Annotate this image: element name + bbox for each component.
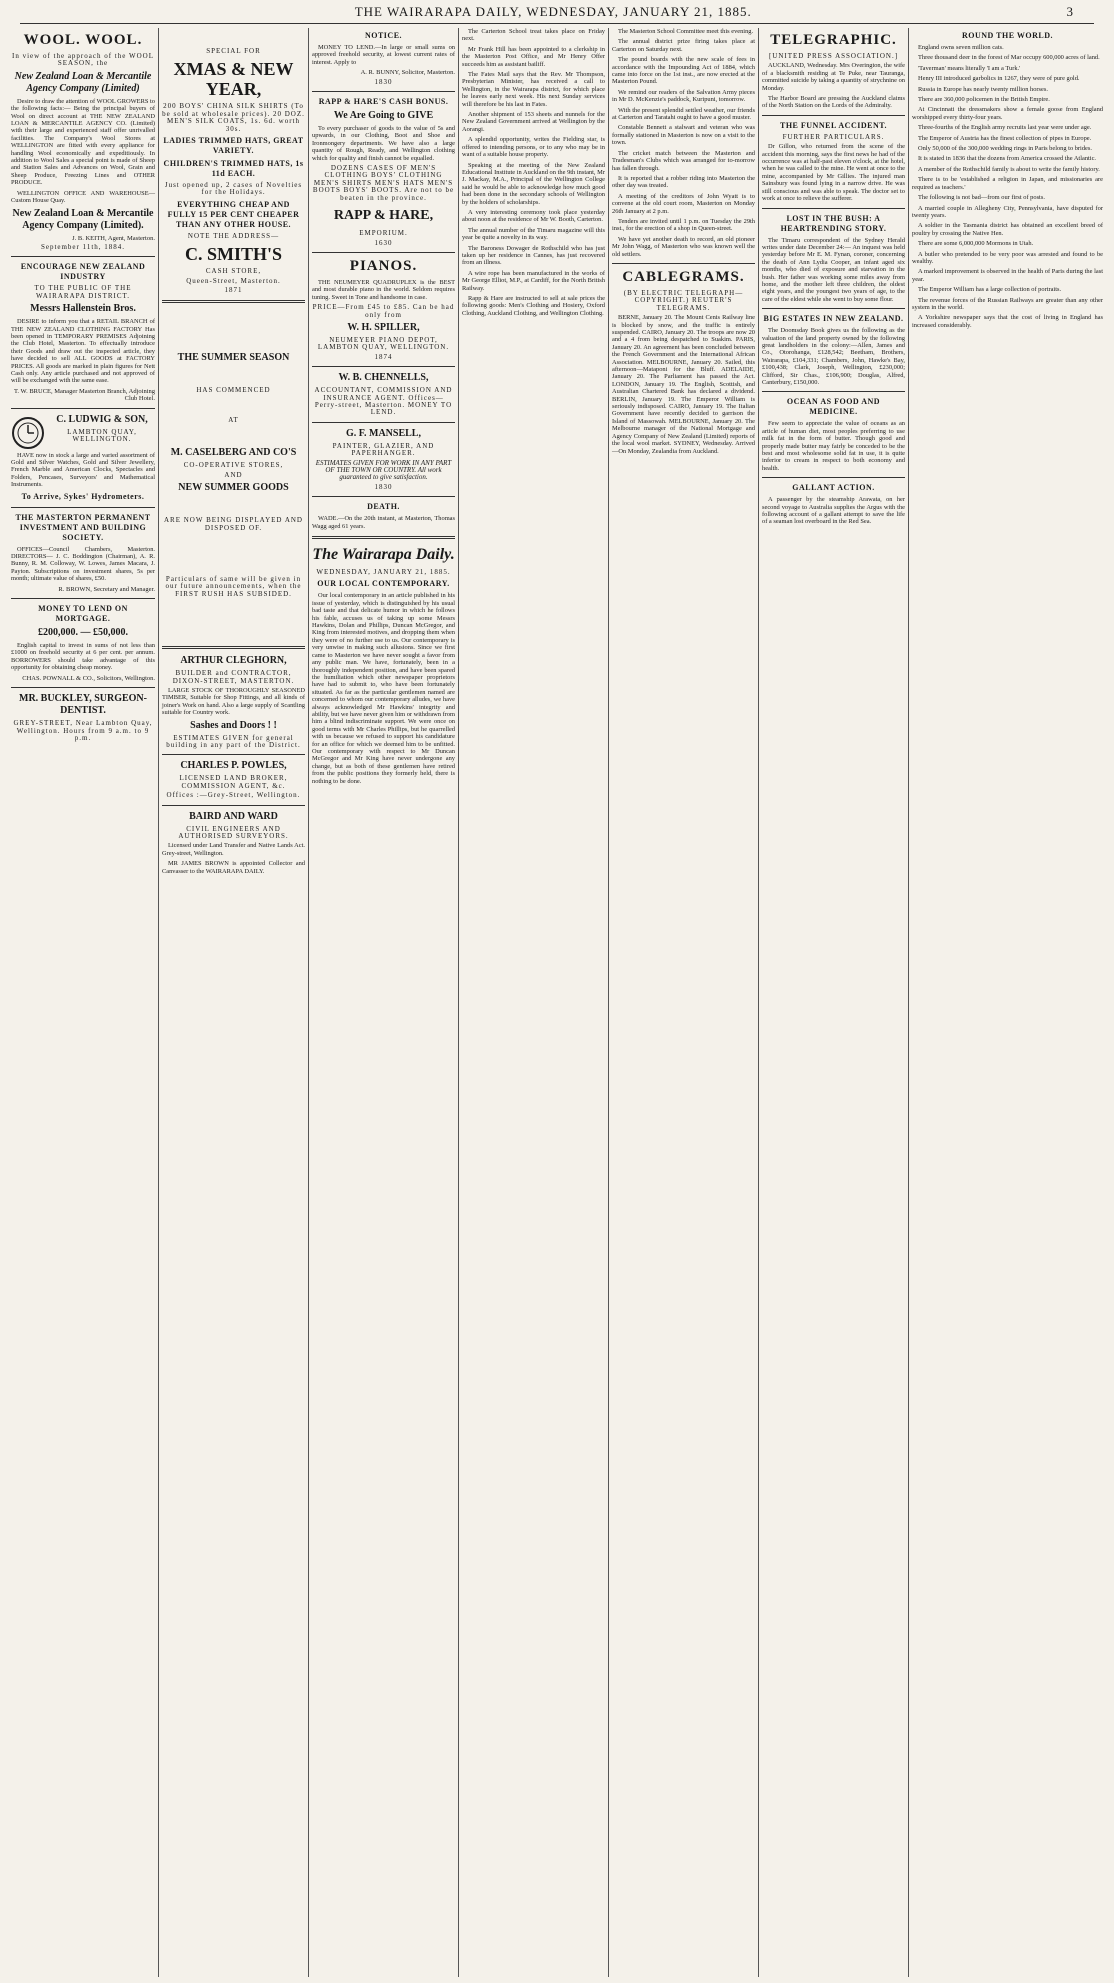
local-news-3: The Fates Mail says that the Rev. Mr Thompson, Presbyterian Minister, has received a call to Wellington, in the Wairarapa district, for which place he leaves early next week. His next Sunday services will therefore be his last in Fates. xyxy=(462,71,605,108)
local-news-22: We have yet another death to record, an old pioneer Mr John Wagg, of Masterton who was known well the old settlers. xyxy=(612,235,755,258)
round-world-17: There are some 6,000,000 Mormons in Utah. xyxy=(918,240,1034,248)
local-news-9: The Baroness Dowager de Rothschild who has just taken up her residence in Cannes, has just recovered from an illness. xyxy=(462,244,605,267)
ad-baird-title: BAIRD AND WARD xyxy=(189,810,278,822)
ad-mansell-title: G. F. MANSELL, xyxy=(346,427,421,439)
round-world-16: A soldier in the Tasmania district has obtained an excellent breed of poultry by crossing the Native Hen. xyxy=(912,222,1103,237)
local-news-5: A splendid opportunity, writes the Fielding star, is offered to intending persons, or to any who may be in want of a suitable house property. xyxy=(462,136,605,159)
ad-mansell-sub: PAINTER, GLAZIER, AND PAPERHANGER. xyxy=(332,441,435,458)
round-world-22: A Yorkshire newspaper says that the cost of living in England has increased considerably. xyxy=(912,314,1103,329)
round-world-10: Only 50,000 of the 300,000 wedding rings in Paris belong to brides. xyxy=(918,145,1092,153)
ad-pianos-name: W. H. SPILLER, xyxy=(347,321,420,333)
divider xyxy=(312,536,455,539)
local-news-21: Tenders are invited until 1 p.m. on Tuesday the 29th inst., for the erection of a shop in Queen-street. xyxy=(612,217,755,233)
ad-xmas-pre: SPECIAL FOR xyxy=(206,47,261,55)
telegraphic-title: TELEGRAPHIC. xyxy=(770,32,897,48)
gallant-title: GALLANT ACTION. xyxy=(792,483,875,493)
round-world-2: Three thousand deer in the forest of Mar occupy 600,000 acres of land. xyxy=(918,54,1100,62)
ad-cleghorn-estimates: ESTIMATES GIVEN for general building in any part of the District. xyxy=(166,733,301,749)
ad-building-society-title: THE MASTERTON PERMANENT INVESTMENT AND BUILDING SOCIETY. xyxy=(15,512,151,542)
divider xyxy=(762,308,905,309)
lost-body: The Timaru correspondent of the Sydney Herald writes under date December 24:— An inquest was held yesterday before Mr E. M. Fynan, coroner, concerning the death of Ann Lydia Cooper, an infant aged six months, who died of exposure and starvation in the bush. Her father was working some miles away from home, and the mother left three children, the oldest eight years, and the youngest two years of age, to the care of the eldest while she went to buy some flour. xyxy=(762,236,905,303)
ad-summer-at: AT xyxy=(228,415,239,424)
watch-icon xyxy=(11,416,45,450)
ad-pianos-title: PIANOS. xyxy=(349,257,418,274)
death-body: WADE.—On the 20th instant, at Masterton, Thomas Wagg aged 61 years. xyxy=(312,515,455,530)
round-world-15: A married couple in Allegheny City, Pennsylvania, have disputed for twenty years. xyxy=(912,204,1103,219)
round-world-21: The revenue forces of the Russian Railways are greater than any other system in the world. xyxy=(912,296,1103,311)
ad-rapp-cases: DOZENS CASES OF MEN'S CLOTHING BOYS' CLOTHING MEN'S SHIRTS MEN'S HATS MEN'S BOOTS BOYS' BOOTS. Are not to be beaten in the province. xyxy=(312,164,455,202)
divider xyxy=(11,687,155,688)
local-news-19: It is reported that a robber riding into Masterton the other day was treated. xyxy=(612,174,755,190)
divider xyxy=(162,300,305,303)
ad-xmas-address: NOTE THE ADDRESS— xyxy=(187,231,280,240)
divider xyxy=(11,507,155,508)
ad-building-society-body: OFFICES—Council Chambers, Masterton. DIRECTORS— J. C. Boddington (Chairman), A. R. Bunny, R. M. Colloway, W. Lowes, James Macara, J. Payton. Subscriptions on investment shares, 5s per month; ultimate value of shares, £50. xyxy=(11,545,155,583)
local-news-7: A very interesting ceremony took place yesterday about noon at the residence of Mr W. Booth, Carterton. xyxy=(462,208,605,224)
column-3 xyxy=(308,28,458,1977)
ad-ludwig-title: C. LUDWIG & SON, xyxy=(56,413,148,425)
ad-chennells-sub: ACCOUNTANT, COMMISSION AND INSURANCE AGENT. Offices—Perry-street, Masterton. MONEY TO LEND. xyxy=(314,386,453,417)
divider xyxy=(312,366,455,367)
ad-xmas-shop: CASH STORE, xyxy=(205,267,262,276)
cablegrams-title: CABLEGRAMS. xyxy=(622,268,745,285)
round-world-4: Henry III introduced garbolics in 1267, they were of pure gold. xyxy=(918,75,1080,83)
ad-industry-title: ENCOURAGE NEW ZEALAND INDUSTRY xyxy=(20,262,146,282)
cablegrams-sub: (BY ELECTRIC TELEGRAPH—COPYRIGHT.) REUTER'S TELEGRAMS. xyxy=(623,288,744,312)
ad-pianos-price: PRICE—From £45 to £85. Can be had only from xyxy=(312,303,455,319)
page-number: 3 xyxy=(1066,4,1074,19)
masthead xyxy=(40,4,1074,20)
ad-xmas-ladies: LADIES TRIMMED HATS, GREAT VARIETY. xyxy=(163,136,304,156)
ad-powles-office: Offices :—Grey-Street, Wellington. xyxy=(166,791,301,800)
ad-xmas-cheap: EVERYTHING CHEAP AND FULLY 15 PER CENT CHEAPER THAN ANY OTHER HOUSE. xyxy=(167,199,300,229)
telegraphic-1: AUCKLAND, Wednesday. Mrs Overington, the wife of a blacksmith residing at Te Puke, near Tauranga, committed suicide by taking a quantity of strychnine on Monday. xyxy=(762,62,905,92)
divider xyxy=(11,598,155,599)
cablegrams-body: BERNE, January 20. The Mount Cenis Railway line is blocked by snow, and the traffic is entirely suspended. CAIRO, January 20. The troops are now 20 and a 4 from being despatched to Suakim. PARIS, January 20. An agreement has been concluded between the French Government and the International African Association. MELBOURNE, January 20. Sailed, this afternoon—Mataponi for the Bluff. ADELAIDE, January 20. The Parliament has passed the Act. LONDON, January 19. The English, Scottish, and Australian Chartered Bank has declared a dividend. BERLIN, January 19. The Emperor William is seriously indisposed. CAIRO, January 19. The Italian Government have recently decided to garrison the Island of Massowah. MELBOURNE, January 20. The Melbourne manager of the National Mortgage and Agency Company of New Zealand (Limited) reports of the local wool market. SYDNEY, Wednesday. Arrived—On Monday, Zealandia from Auckland. xyxy=(612,314,755,455)
divider xyxy=(312,91,455,92)
column-2 xyxy=(158,28,308,1977)
ad-cleghorn-sub: BUILDER and CONTRACTOR, DIXON-STREET, MASTERTON. xyxy=(172,669,295,685)
ad-rapp-firm: RAPP & HARE, xyxy=(333,208,434,224)
ad-baird-foot: MR JAMES BROWN is appointed Collector and Canvasser to the WAIRARAPA DAILY. xyxy=(162,860,305,875)
local-news-18: The cricket match between the Masterton and Tradesman's Clubs which was arranged for to-morrow has fallen through. xyxy=(612,149,755,172)
ad-industry-to: TO THE PUBLIC OF THE WAIRARAPA DISTRICT. xyxy=(34,284,132,300)
round-world-7: At Cincinnati the dressmakers show a female goose from England worshipped every thirty-four years. xyxy=(912,106,1103,121)
round-world-6: There are 360,000 policemen in the British Empire. xyxy=(918,96,1050,104)
round-world-3: 'Taverman' means literally 'I am a Turk.' xyxy=(918,64,1021,72)
estates-body: The Doomsday Book gives us the following as the valuation of the land property owned by the following great landholders in the colony:—Allen, James and Co., Otorohanga, £128,542; Beetham, Brothers, Wairarapa, £104,331; Chambers, John, Hawke's Bay, £100,438; Clark, Joseph, Wellington, £230,000; Clifford, Sir Chas., £106,900; Douglas, Alfred, Canterbury, £150,000. xyxy=(762,327,905,386)
lost-title: LOST IN THE BUSH: A HEARTRENDING STORY. xyxy=(780,213,887,233)
ad-wool-offices: WELLINGTON OFFICE AND WAREHOUSE—Custom House Quay. xyxy=(11,189,155,205)
local-news-17: Constable Bennett a stalwart and veteran who was formally stationed in Masterton is now on a visit to the town. xyxy=(612,124,755,147)
column-5 xyxy=(608,28,758,1977)
ad-wool-title: WOOL. WOOL. xyxy=(23,32,143,48)
ad-summer-and: AND xyxy=(224,470,243,479)
ad-wool-name: New Zealand Loan & Mercantile Agency Company (Limited). xyxy=(12,207,154,231)
divider xyxy=(312,422,455,423)
ad-summer-display: ARE NOW BEING DISPLAYED AND DISPOSED OF. xyxy=(163,516,303,532)
ad-xmas-street: Queen-Street, Masterton. xyxy=(186,276,281,285)
divider xyxy=(162,805,305,806)
ad-xmas-note: Just opened up, 2 cases of Novelties for the Holidays. xyxy=(164,181,303,197)
telegraphic-2: The Harbor Board are pressing the Auckland claims of the North Station on the Lords of the Admiralty. xyxy=(762,95,905,110)
death-title: DEATH. xyxy=(367,502,400,512)
local-news-8: The annual number of the Timaru magazine will this year be quite a novelty in its way. xyxy=(462,226,605,242)
ad-cleghorn-body: LARGE STOCK OF THOROUGHLY SEASONED TIMBER, Suitable for Shop Fittings, and all kinds of joiner's Work on hand. Also a large supply of Scantling suitable for Country work. xyxy=(162,686,305,717)
ad-xmas-items: 200 BOYS' CHINA SILK SHIRTS (To be sold at wholesale prices). 20 DOZ. MEN'S SILK COATS, 1s. 6d. worth 30s. xyxy=(162,102,305,133)
paper-date: WEDNESDAY, JANUARY 21, 1885. xyxy=(316,568,451,577)
ad-rapp-give: We Are Going to GIVE xyxy=(333,110,434,122)
ad-rapp-year: 1630 xyxy=(374,238,393,247)
ad-wool-text: In view of the approach of the WOOL SEASON, the xyxy=(12,52,154,68)
ad-xmas-name: C. SMITH'S xyxy=(184,244,283,265)
round-world-20: The Emperor William has a large collection of portraits. xyxy=(918,286,1062,294)
ad-wool-body: Desire to draw the attention of WOOL GROWERS to the following facts:— Being the principal buyers of Wool on direct account at THE NEW ZEALAND LOAN & MERCANTILE AGENCY CO. (Limited) with their large and experienced staff offer unrivalled facilities. The Company's Wool Stores at WELLINGTON are fitted with every appliance for handling Wool economically and expeditiously. In addition to Wool Sales a special point is made of Sheep and Station Sales and Advances on Wool, Grain and Sheep Produce, Freezing Lines and OTHER PRODUCE. xyxy=(11,97,155,187)
ad-mortgage-body: English capital to invest in sums of not less than £1000 on freehold security at 6 per cent. per annum. BORROWERS should take advantage of this opportunity for obtaining cheap money. xyxy=(11,642,155,672)
ad-rapp-body: To every purchaser of goods to the value of 5s and upwards, in our Clothing, Boot and Shoe and Ironmongery departments. We have also a large quantity of Rough, Ready, and Wellington clothing which for quality and finish cannot be equalled. xyxy=(312,125,455,162)
local-news-12: The Masterton School Committee meet this evening. xyxy=(618,28,754,35)
round-world-1: England owns seven million cats. xyxy=(918,44,1004,51)
ad-baird-sub: CIVIL ENGINEERS AND AUTHORISED SURVEYORS. xyxy=(178,824,289,840)
round-world-13: There is to be 'established a religion in Japan, and missionaries are required as teachers.' xyxy=(912,176,1103,191)
ad-xmas-title: XMAS & NEW YEAR, xyxy=(173,59,294,100)
ad-mansell-year: 1830 xyxy=(374,482,393,491)
ad-dentist-body: GREY-STREET, Near Lambton Quay, Wellington. Hours from 9 a.m. to 9 p.m. xyxy=(13,719,153,742)
ad-mortgage-signature: CHAS. POWNALL & CO., Solicitors, Wellington. xyxy=(22,674,155,682)
column-4 xyxy=(458,28,608,1977)
ad-summer-title: THE SUMMER SEASON xyxy=(177,352,290,364)
ocean-body: Few seem to appreciate the value of oceans as an article of human diet, most peoples preferring to use milk fat in the form of butter. Though good and properly made butter may fairly be conceded to be the best and most wholesome solid fat in use, it is quite inferior to cream in respect to both economy and health. xyxy=(762,420,905,472)
round-world-title: ROUND THE WORLD. xyxy=(961,31,1054,40)
ad-xmas-year: 1871 xyxy=(224,286,243,295)
ad-industry-body: DESIRE to inform you that a RETAIL BRANCH of THE NEW ZEALAND CLOTHING FACTORY Has been opened in TEMPORARY PREMISES Adjoining the Club Hotel, Masterton. To effectually introduce their Goods and draw out the inspected article, they have decided to sell ALL GOODS at FACTORY PRICES. All goods are marked in plain figures for Nett Cash only. Any article purchased and not approved of will be exchanged with the same ease. xyxy=(11,318,155,385)
ad-industry-firm: Messrs Hallenstein Bros. xyxy=(30,303,136,315)
ad-ludwig-body: HAVE now in stock a large and varied assortment of Gold and Silver Watches, Gold and Silver Jewellery, French Marble and American Clocks, Spectacles and Folders, Pencases, Surveyors' and Mathematical Instruments. xyxy=(11,451,155,489)
gallant-body: A passenger by the steamship Arawata, on her second voyage to Australia supplies the Argus with the following account of a gallant attempt to save the life of a seaman lost overboard in the Red Sea. xyxy=(762,496,905,526)
divider xyxy=(11,256,155,257)
local-news-13: The annual district prize firing takes place at Carterton on Saturday next. xyxy=(612,38,755,53)
local-news-6: Speaking at the meeting of the New Zealand Educational Institute in Auckland on the 9th instant, Mr J. Mackay, M.A., Principal of the Wellington College said he would be able to acknowledge how much good had been done in the secondary schools of Wellington by the holders of scholarships. xyxy=(462,161,605,206)
ad-baird-body: Licensed under Land Transfer and Native Lands Act. Grey-street, Wellington. xyxy=(162,842,305,857)
ad-pianos-body: THE NEUMEYER QUADRUPLEX is the BEST and most durable piano in the world. Seldom requires tuning. Sweet in Tone and handsome in case. xyxy=(312,278,455,301)
masthead-title: THE WAIRARAPA DAILY, WEDNESDAY, JANUARY 21, 1885. xyxy=(354,4,752,19)
funnel-body: Dr Gillon, who returned from the scene of the accident this morning, says the first news he had of the occurrence was at half-past eleven o'clock, at the hotel, when he was called to the mine. He went at once to the mine, accompanied by Mr Gillies. The injured man Sainsbury was found lying in a narrow drive. He was still conscious and was able to speak. The doctor set to work at once to relieve the sufferer. xyxy=(762,143,905,203)
round-world-8: Three-fourths of the English army recruits last year were under age. xyxy=(918,124,1092,132)
column-1 xyxy=(8,28,158,1977)
ad-rapp-title: RAPP & HARE'S CASH BONUS. xyxy=(318,97,449,107)
ad-industry-signature: T. W. BRUCE, Manager Masterton Branch, Adjoining Club Hotel. xyxy=(13,387,155,403)
notice-signature: A. R. BUNNY, Solicitor, Masterton. xyxy=(360,69,455,77)
round-world-18: A butler who pretended to be very poor was arrested and found to be wealthy. xyxy=(912,250,1103,265)
ad-summer-store: CO-OPERATIVE STORES, xyxy=(183,461,284,470)
ad-cleghorn-sashes: Sashes and Doors ! ! xyxy=(190,719,277,731)
divider xyxy=(312,496,455,497)
divider xyxy=(162,646,305,649)
column-7 xyxy=(908,28,1106,1977)
local-news-16: With the present splendid settled weather, our friends at Carterton and Taratahi ought to have a good muster. xyxy=(612,106,755,122)
estates-title: BIG ESTATES IN NEW ZEALAND. xyxy=(763,314,904,324)
local-news-11: Rapp & Hare are instructed to sell at sale prices the following goods: Men's Clothing and Hosiery, Oxford Clothing, Auckland Clothing, and Wellington Clothing. xyxy=(462,295,605,317)
ad-wool-company: New Zealand Loan & Mercantile Agency Company (Limited) xyxy=(14,70,152,94)
round-world-9: The Emperor of Austria has the finest collection of pipes in Europe. xyxy=(918,134,1092,142)
ad-building-society-signature: R. BROWN, Secretary and Manager. xyxy=(58,585,155,593)
divider xyxy=(762,391,905,392)
ocean-title: OCEAN AS FOOD AND MEDICINE. xyxy=(786,397,881,417)
ad-ludwig-extra: To Arrive, Sykes' Hydrometers. xyxy=(21,491,145,501)
ad-dentist-title: MR. BUCKLEY, SURGEON-DENTIST. xyxy=(19,693,147,717)
round-world-19: A marked improvement is observed in the health of Paris during the last year. xyxy=(912,268,1103,283)
notice-body: MONEY TO LEND.—In large or small sums on approved freehold security, at lowest current rates of interest. Apply to xyxy=(312,44,455,66)
ad-pianos-year: 1874 xyxy=(374,352,393,361)
round-world-5: Russia in Europe has nearly twenty million horses. xyxy=(918,85,1048,93)
ad-summer-sub: HAS COMMENCED xyxy=(196,386,271,395)
ad-pianos-sub: NEUMEYER PIANO DEPOT, LAMBTON QUAY, WELLINGTON. xyxy=(317,335,450,352)
telegraphic-sub: [UNITED PRESS ASSOCIATION.] xyxy=(768,52,899,60)
ad-mortgage-title: MONEY TO LEND ON MORTGAGE. xyxy=(38,604,128,624)
divider xyxy=(11,408,155,409)
ad-wool-signature: J. B. KEITH, Agent, Masterton. xyxy=(72,234,155,242)
local-news-2: Mr Frank Hill has been appointed to a clerkship in the Masterton Post Office, and Mr Henry Offer succeeds him as assistant bailiff. xyxy=(462,45,605,68)
ad-summer-particulars: Particulars of same will be given in our future announcements, when the FIRST RUSH HAS SUBSIDED. xyxy=(165,574,302,598)
ad-summer-goods: NEW SUMMER GOODS xyxy=(178,482,289,494)
ad-xmas-children: CHILDREN'S TRIMMED HATS, 1s 11d EACH. xyxy=(163,159,304,179)
ad-mortgage-amount: £200,000. — £50,000. xyxy=(38,627,128,639)
ad-ludwig-address: LAMBTON QUAY, WELLINGTON. xyxy=(67,427,137,443)
local-news-10: A wire rope has been manufactured in the works of Mr George Elliot, M.P., at Cardiff, for the North British Railway. xyxy=(462,269,605,292)
local-news-15: We remind our readers of the Salvation Army pieces in Mr D. McKenzie's paddock, Kuripuni, tomorrow. xyxy=(612,88,755,104)
round-world-11: It is stated in 1836 that the dozens from America crossed the Atlantic. xyxy=(918,155,1097,163)
local-news-14: The pound boards with the new scale of fees in accordance with the Impounding Act of 1884, which came into force on the 1st inst., are now erected at the Masterton Pound. xyxy=(612,56,755,86)
divider xyxy=(312,252,455,253)
ad-mansell-body: ESTIMATES GIVEN FOR WORK IN ANY PART OF THE TOWN OR COUNTRY. All work guaranteed to give satisfaction. xyxy=(315,458,452,482)
ad-wool-date: September 11th, 1884. xyxy=(40,242,126,251)
round-world-14: The following is not bad—from our first of posts. xyxy=(918,194,1045,202)
divider xyxy=(762,477,905,478)
funnel-sub: FURTHER PARTICULARS. xyxy=(782,132,885,141)
round-world-12: A member of the Rothschild family is about to write the family history. xyxy=(918,165,1100,173)
funnel-title: THE FUNNEL ACCIDENT. xyxy=(780,120,887,130)
ad-powles-title: CHARLES P. POWLES, xyxy=(180,760,287,772)
notice-year: 1830 xyxy=(374,77,393,86)
ad-cleghorn-title: ARTHUR CLEGHORN, xyxy=(180,655,287,667)
divider xyxy=(612,263,755,264)
editorial-article: Our local contemporary in an article published in his issue of yesterday, which is distinguished by his usual bad taste and that delicate humor in which he follows his fable, accuses us of taking up some Messrs Hawkins, Dolan and Phillips, Duncan McGregor, and King from interested motives, and dropping them when they were of no further use to us. Our contemporary is very unwise in making such allusions. Since we first came to Masterton we have never sought a favor from any public man. We have, fortunately, been in a thoroughly independent position, and have been spared the humiliation which other newspaper proprietors have had to submit to, who have been fortunately situated. As far as the particular gentlemen named are concerned to whom our contemporary alludes, we have always acknowledged Mr Hawkins' integrity and ability, but we have never given him or withdrawn from him a blind indiscriminate support. We were once on good terms with Mr Charles Phillips, but he quarrelled with us because we refused to support his candidature for an office for which we deemed him to be unfitted. Our contemporary with respect to Mr Duncan McGregor and Mr King have never undergone any change, but as both of these gentlemen have retired from the public positions they formerly held, there is nothing to be done. xyxy=(312,592,455,785)
local-news-1: The Carterton School treat takes place on Friday next. xyxy=(462,28,605,43)
paper-name: The Wairarapa Daily. xyxy=(312,546,455,564)
column-6 xyxy=(758,28,908,1977)
paper-section: OUR LOCAL CONTEMPORARY. xyxy=(317,579,450,589)
divider xyxy=(762,115,905,116)
ad-powles-sub: LICENSED LAND BROKER, COMMISSION AGENT, &c. xyxy=(179,774,288,790)
local-news-4: Another shipment of 153 sheets and nunnels for the New Zealand Government arrived at Wellington by the Aorangi. xyxy=(462,111,605,133)
divider xyxy=(762,208,905,209)
divider xyxy=(162,754,305,755)
ad-rapp-firm-sub: EMPORIUM. xyxy=(359,229,408,238)
local-news-20: A meeting of the creditors of John Wyatt is to convene at the old court room, Masterton on Monday 26th January at 2 p.m. xyxy=(612,192,755,215)
ad-summer-firm: M. CASELBERG AND CO'S xyxy=(170,447,297,459)
masthead-rule xyxy=(20,23,1094,24)
notice-title: NOTICE. xyxy=(364,31,403,40)
ad-chennells-title: W. B. CHENNELLS, xyxy=(338,372,429,384)
